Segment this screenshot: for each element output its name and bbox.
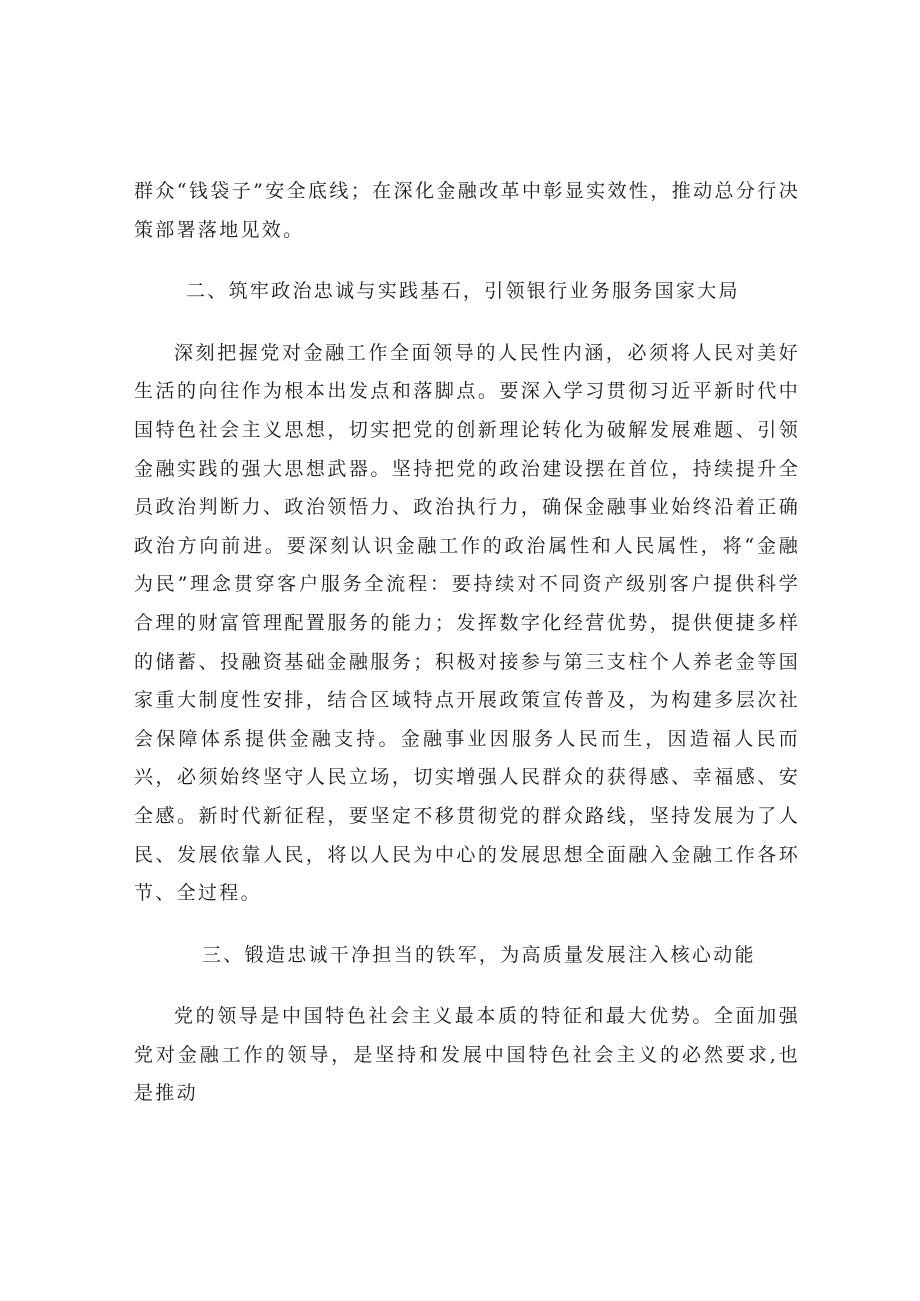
spacer <box>134 249 800 272</box>
paragraph-continued: 群众“钱袋子”安全底线；在深化金融改革中彰显实效性，推动总分行决策部署落地见效。 <box>134 180 800 241</box>
paragraph-section-three: 党的领导是中国特色社会主义最本质的特征和最大优势。全面加强党对金融工作的领导，是坚持和发展中国特色社会主义的必然要求,也是推动 <box>134 1005 800 1105</box>
section-heading-two: 二、筑牢政治忠诚与实践基石，引领银行业务服务国家大局 <box>186 280 740 303</box>
spacer <box>134 974 800 997</box>
paragraph-section-two: 深刻把握党对金融工作全面领导的人民性内涵，必须将人民对美好生活的向往作为根本出发点和落脚点。要深入学习贯彻习近平新时代中国特色社会主义思想，切实把党的创新理论转化为破解发展难题、引领金融实践的强大思想武器。坚持把党的政治建设摆在首位，持续提升全员政治判断力、政治领悟力、政治执行力，确保金融事业始终沿着正确政治方向前进。要深刻认识金融工作的政治属性和人民属性，将“金融为民”理念贯穿客户服务全流程：要持续对不同资产级别客户提供科学合理的财富管理配置服务的能力；发挥数字化经营优势，提供便捷多样的储蓄、投融资基础金融服务；积极对接参与第三支柱个人养老金等国家重大制度性安排，结合区域特点开展政策宣传普及，为构建多层次社会保障体系提供金融支持。金融事业因服务人民而生，因造福人民而兴，必须始终坚守人民立场，切实增强人民群众的获得感、幸福感、安全感。新时代新征程，要坚定不移贯彻党的群众路线，坚持发展为了人民、发展依靠人民，将以人民为中心的发展思想全面融入金融工作各环节、全过程。 <box>134 341 800 905</box>
document-body <box>134 172 800 1113</box>
spacer <box>134 311 800 334</box>
spacer <box>134 913 800 936</box>
section-heading-three: 三、锻造忠诚干净担当的铁军，为高质量发展注入核心动能 <box>202 943 756 966</box>
